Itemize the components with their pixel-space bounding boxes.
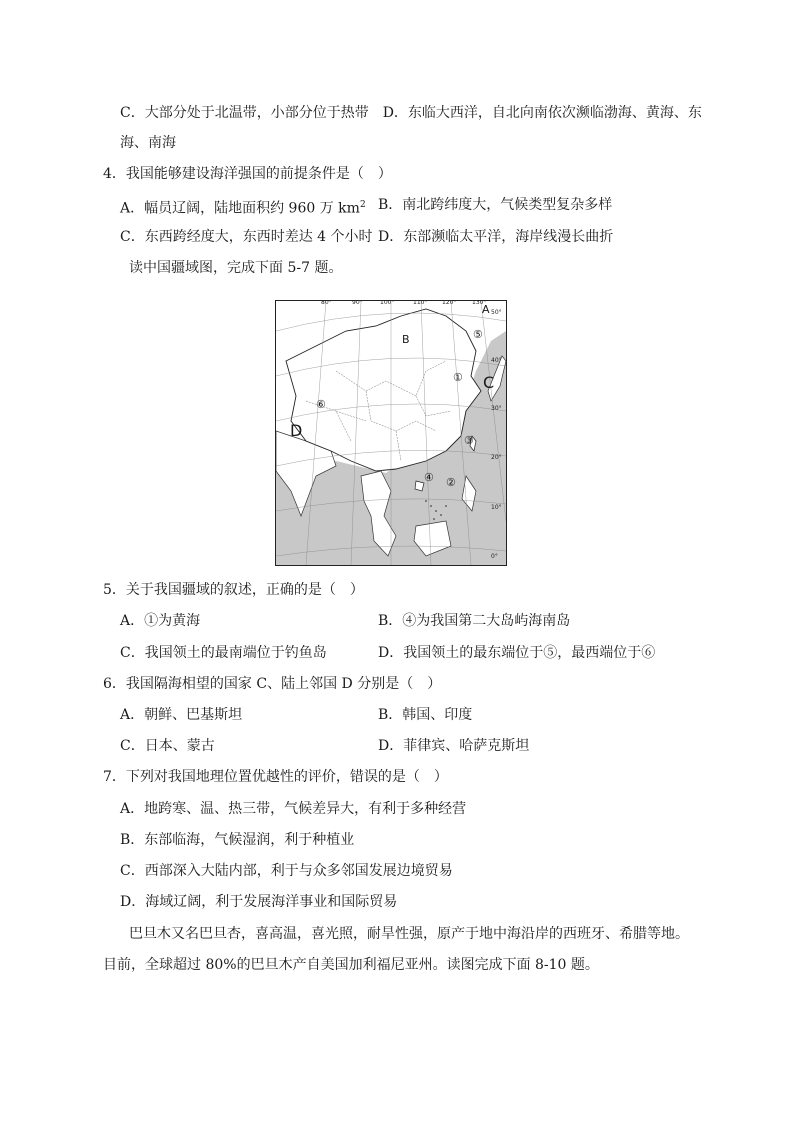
tick-top-80: 80° [321,300,332,306]
passage-line-1: 巴旦木又名巴旦杏，喜高温，喜光照，耐旱性强，原产于地中海沿岸的西班牙、希腊等地。 [129,926,689,942]
tick-top-90: 90° [352,300,363,306]
q4-option-b: B．南北跨纬度大，气候类型复杂多样 [378,197,613,213]
q4-option-d: D．东部濒临太平洋，海岸线漫长曲折 [378,229,614,245]
q6-option-b: B．韩国、印度 [378,707,473,723]
q4-option-a: A．幅员辽阔，陆地面积约 960 万 $km^2$ [120,200,366,217]
map-marker-3: ③ [464,434,474,447]
q4-stem: 4．我国能够建设海洋强国的前提条件是（ ） [103,166,392,182]
tick-right-50: 50° [491,309,502,316]
q6-option-c: C．日本、蒙古 [120,738,215,754]
q4-option-c: C．东西跨经度大，东西时差达 4 个小时 [120,229,373,245]
tick-right-0: 0° [491,553,498,560]
q6-stem: 6．我国隔海相望的国家 C、陆上邻国 D 分别是（ ） [103,676,442,692]
tick-top-100: 100° [380,300,395,306]
q7-stem: 7．下列对我国地理位置优越性的评价，错误的是（ ） [103,769,448,785]
map-marker-4: ④ [424,471,434,484]
passage-line-2: 目前，全球超过 80%的巴旦木产自美国加利福尼亚州。读图完成下面 8-10 题。 [103,957,599,973]
tick-right-20: 20° [491,454,502,461]
tick-top-120: 120° [442,300,457,306]
tick-right-10: 10° [491,504,502,511]
map-label-d: D [290,421,303,440]
island-hainan [415,481,424,491]
tick-top-130: 130° [472,300,487,306]
map-marker-6: ⑥ [316,398,326,411]
q7-option-b: B．东部临海，气候湿润，利于种植业 [120,832,355,848]
q5-option-b: B．④为我国第二大岛屿海南岛 [378,613,571,629]
tick-right-30: 30° [491,405,502,412]
map-label-b: B [402,333,410,346]
map-instruction: 读中国疆域图，完成下面 5-7 题。 [129,260,343,276]
map-marker-2: ② [446,476,456,489]
q7-option-a: A．地跨寒、温、热三带，气候差异大，有利于多种经营 [120,801,467,817]
map-svg [276,301,506,565]
q6-option-a: A．朝鲜、巴基斯坦 [120,707,243,723]
q3-option-d-cont: 海、南海 [120,135,176,151]
q5-option-d: D．我国领土的最东端位于⑤，最西端位于⑥ [378,645,656,661]
q3-option-c-d: C．大部分处于北温带，小部分位于热带 D．东临大西洋，自北向南依次濒临渤海、黄海、东 [120,105,702,121]
q7-option-c: C．西部深入大陆内部，利于与众多邻国发展边境贸易 [120,863,453,879]
map-label-c: C [483,373,495,392]
tick-right-40: 40° [491,357,502,364]
q6-option-d: D．菲律宾、哈萨克斯坦 [378,738,530,754]
map-marker-5: ⑤ [473,328,483,341]
map-label-a: A [482,303,490,316]
map-marker-1: ① [453,371,463,384]
q5-stem: 5．关于我国疆域的叙述，正确的是（ ） [103,582,364,598]
q5-option-a: A．①为黄海 [120,613,201,629]
china-territory-map [275,300,507,566]
q7-option-d: D．海域辽阔，利于发展海洋事业和国际贸易 [120,894,398,910]
tick-top-110: 110° [413,300,428,306]
q5-option-c: C．我国领土的最南端位于钓鱼岛 [120,645,327,661]
